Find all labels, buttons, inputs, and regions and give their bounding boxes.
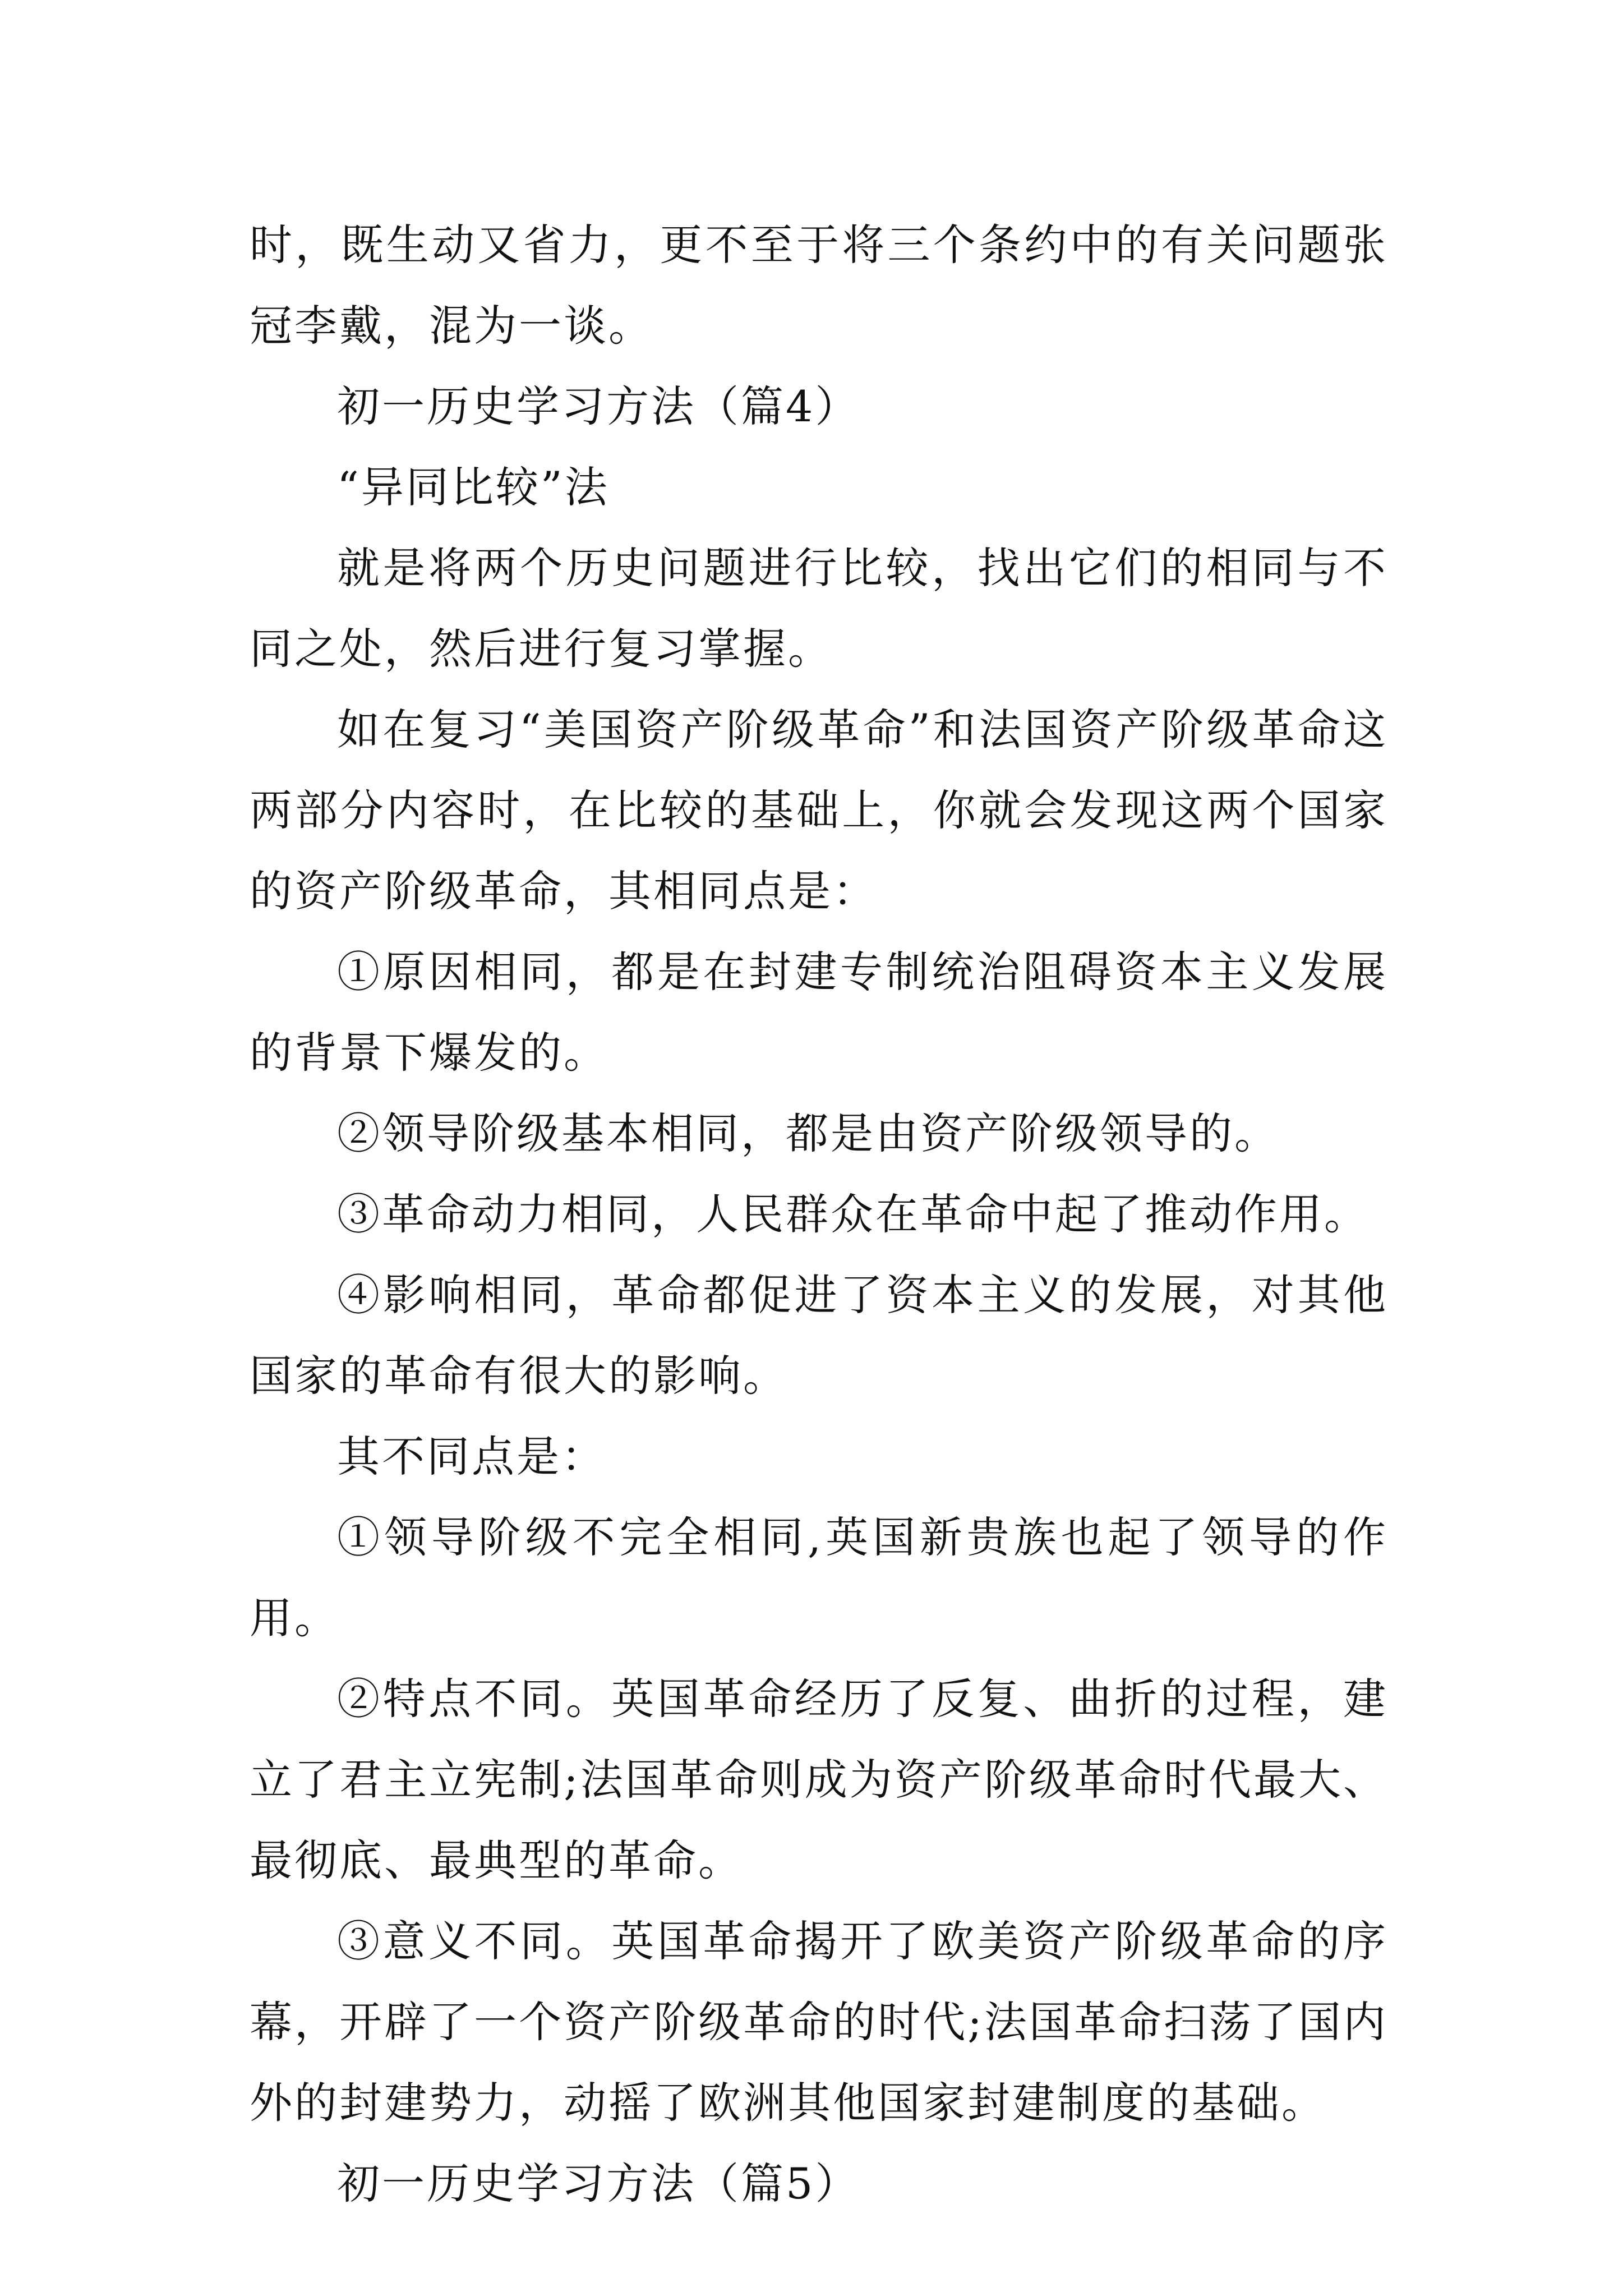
paragraph-definition: 就是将两个历史问题进行比较，找出它们的相同与不同之处，然后进行复习掌握。 [250, 543, 1388, 674]
difference-item-1: ①领导阶级不完全相同,英国新贵族也起了领导的作用。 [250, 1512, 1388, 1643]
differences-heading: 其不同点是： [337, 1432, 606, 1481]
document-body [250, 205, 1388, 2224]
similarity-item-1: ①原因相同，都是在封建专制统治阻碍资本主义发展的背景下爆发的。 [250, 947, 1388, 1078]
paragraph-example: 如在复习“美国资产阶级革命”和法国资产阶级革命这两部分内容时，在比较的基础上，你就会发现这两个国家的资产阶级革命，其相同点是： [250, 705, 1388, 916]
section-heading-part-5: 初一历史学习方法（篇5） [337, 2159, 860, 2208]
section-heading-part-4: 初一历史学习方法（篇4） [337, 381, 860, 431]
method-title: “异同比较”法 [337, 462, 610, 512]
paragraph-continuation: 时，既生动又省力，更不至于将三个条约中的有关问题张冠李戴，混为一谈。 [250, 220, 1388, 351]
similarity-item-2: ②领导阶级基本相同，都是由资产阶级领导的。 [337, 1108, 1279, 1158]
similarity-item-4: ④影响相同，革命都促进了资本主义的发展，对其他国家的革命有很大的影响。 [250, 1270, 1388, 1401]
difference-item-2: ②特点不同。英国革命经历了反复、曲折的过程，建立了君主立宪制;法国革命则成为资产阶级革命时代最大、最彻底、最典型的革命。 [250, 1674, 1388, 1885]
difference-item-3: ③意义不同。英国革命揭开了欧美资产阶级革命的序幕，开辟了一个资产阶级革命的时代;法国革命扫荡了国内外的封建势力，动摇了欧洲其他国家封建制度的基础。 [250, 1916, 1388, 2128]
similarity-item-3: ③革命动力相同，人民群众在革命中起了推动作用。 [337, 1189, 1369, 1239]
